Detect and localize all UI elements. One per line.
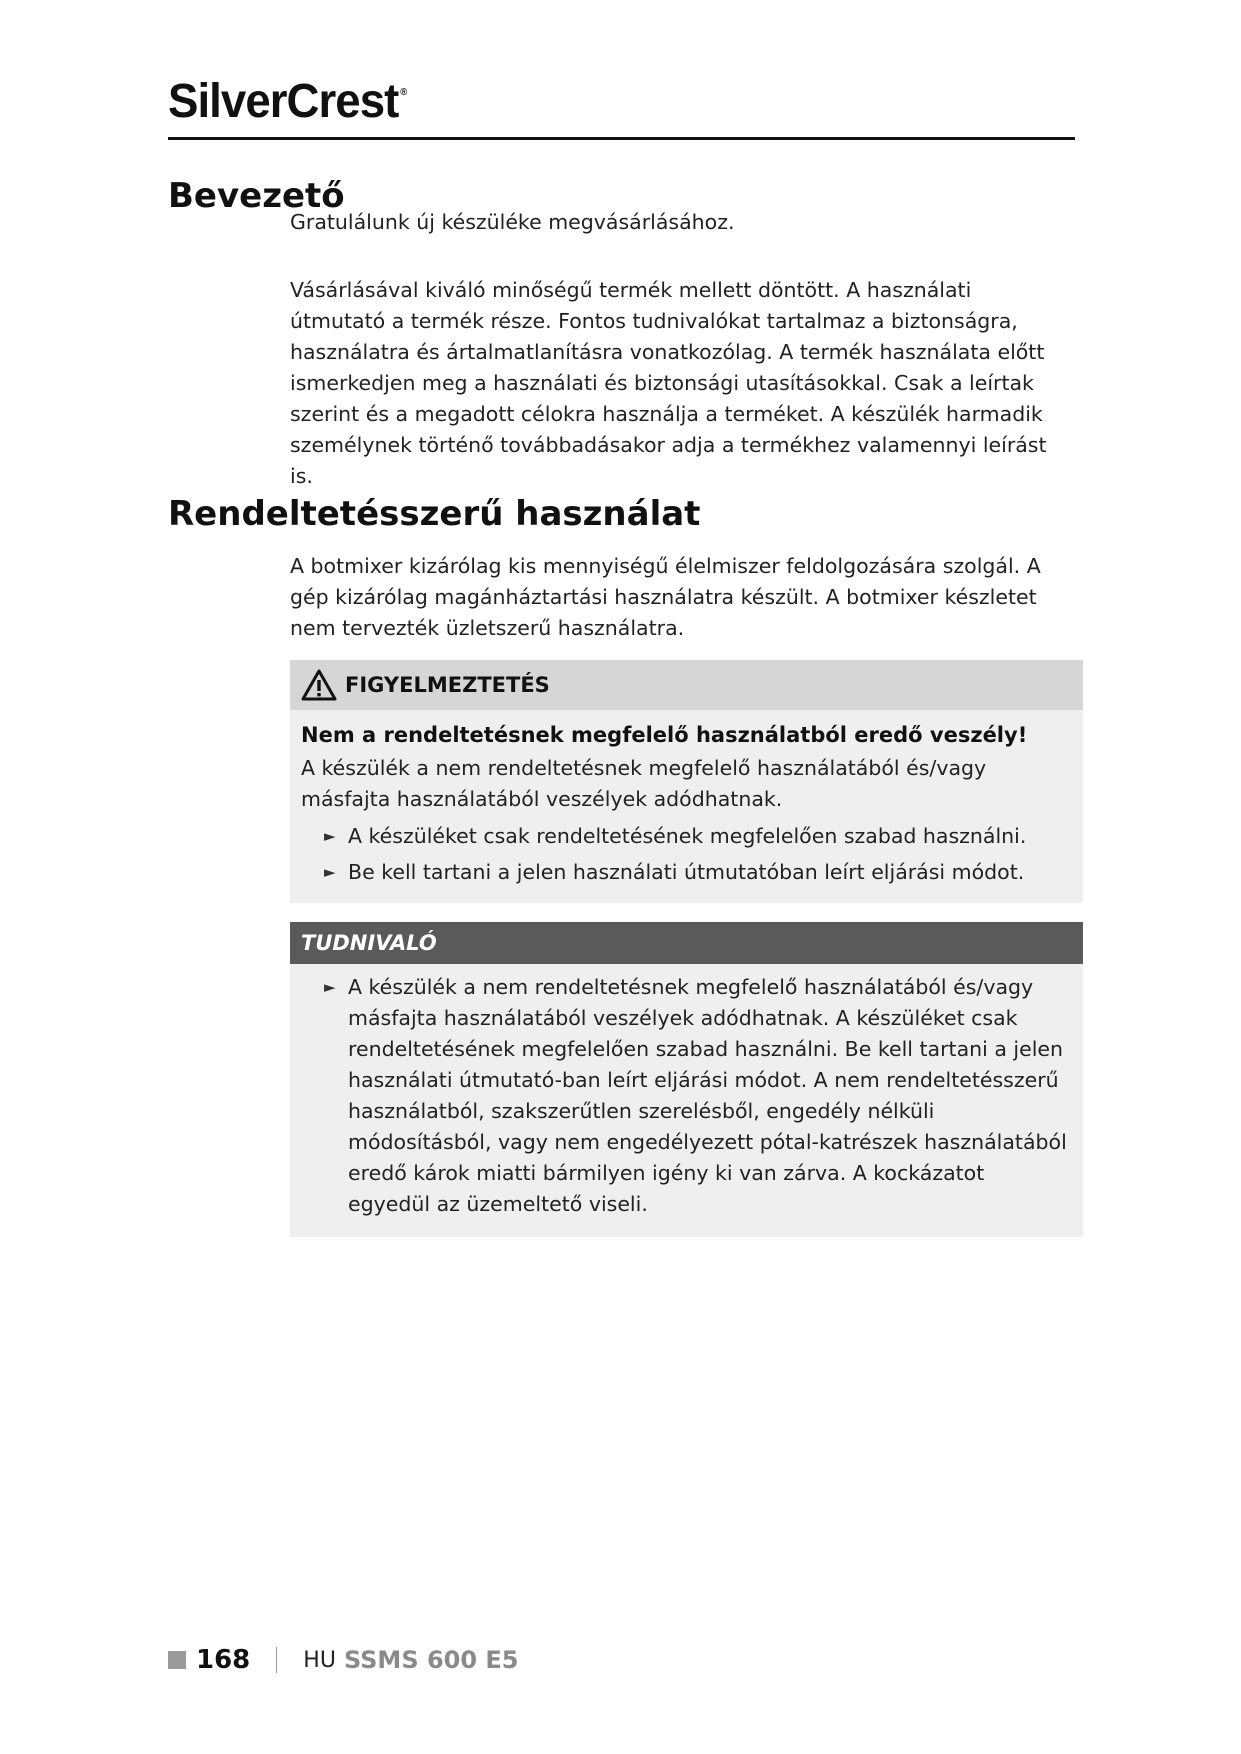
note-box-header bbox=[290, 922, 1083, 964]
note-label: TUDNIVALÓ bbox=[301, 931, 437, 955]
triangle-right-icon: ► bbox=[324, 827, 336, 845]
intro-paragraph-1: Gratulálunk új készüléke megvásárlásához. bbox=[290, 210, 735, 234]
intended-use-paragraph: A botmixer kizárólag kis mennyiségű élelmiszer feldolgozására szolgál. A gép kizárólag magánháztartási használatra készült. A botmixer készletet nem tervezték üzletszerű használatra. bbox=[290, 554, 1041, 640]
registered-mark: ® bbox=[400, 87, 407, 98]
heading-intended-use: Rendeltetésszerű használat bbox=[168, 494, 701, 534]
list-item-text: A készüléket csak rendeltetésének megfelelően szabad használni. bbox=[348, 824, 1027, 848]
warning-label: FIGYELMEZTETÉS bbox=[345, 673, 550, 697]
warning-text: A készülék a nem rendeltetésnek megfelelő használatából és/vagy másfajta használatából veszélyek adódhatnak. bbox=[301, 756, 987, 811]
warning-title: Nem a rendeltetésnek megfelelő használatból eredő veszély! bbox=[301, 723, 1028, 747]
brand-logo bbox=[168, 75, 407, 128]
footer-separator bbox=[276, 1647, 277, 1673]
triangle-right-icon: ► bbox=[324, 863, 336, 881]
page-footer bbox=[168, 1640, 519, 1680]
note-bullet-list bbox=[290, 964, 1083, 1237]
intro-paragraph-2: Vásárlásával kiváló minőségű termék mellett döntött. A használati útmutató a termék része. Fontos tudnivalókat tartalmaz a biztonságra, használatra és ártalmatlanításra vonatkozólag. A termék használata előtt ismerkedjen meg a használati és biztonsági utasításokkal. Csak a leírtak szerint és a megadott célokra használja a terméket. A készülék harmadik személynek történő továbbadásakor adja a termékhez valamennyi leírást is. bbox=[290, 278, 1047, 488]
list-item-text: Be kell tartani a jelen használati útmutatóban leírt eljárási módot. bbox=[348, 860, 1025, 884]
list-item bbox=[324, 972, 1072, 1220]
warning-box-header bbox=[290, 660, 1083, 710]
brand-logo-text: SilverCrest bbox=[168, 75, 399, 128]
warning-triangle-icon bbox=[301, 669, 337, 701]
header-divider bbox=[168, 137, 1075, 140]
square-icon bbox=[168, 1651, 186, 1669]
heading-introduction: Bevezető bbox=[168, 176, 345, 216]
model-name: SSMS 600 E5 bbox=[343, 1646, 519, 1674]
note-box bbox=[290, 922, 1083, 1237]
list-item-text: A készülék a nem rendeltetésnek megfelelő használatából és/vagy másfajta használatából veszélyek adódhatnak. A készüléket csak rendeltetésének megfelelően szabad használni. Be kell tartani a jelen használati útmutató-ban leírt eljárási módot. A nem rendeltetésszerű használatból, szakszerűtlen szerelésből, engedély nélküli módosításból, vagy nem engedélyezett pótal-katrészek használatából eredő károk miatti bármilyen igény ki van zárva. A kockázatot egyedül az üzemeltető viseli. bbox=[348, 975, 1067, 1216]
warning-bullet-list bbox=[290, 815, 1083, 903]
list-item bbox=[324, 821, 1072, 852]
language-code: HU bbox=[303, 1647, 336, 1673]
list-item bbox=[324, 857, 1072, 888]
triangle-right-icon: ► bbox=[324, 978, 336, 996]
page-number: 168 bbox=[196, 1645, 251, 1675]
warning-box bbox=[290, 660, 1083, 903]
